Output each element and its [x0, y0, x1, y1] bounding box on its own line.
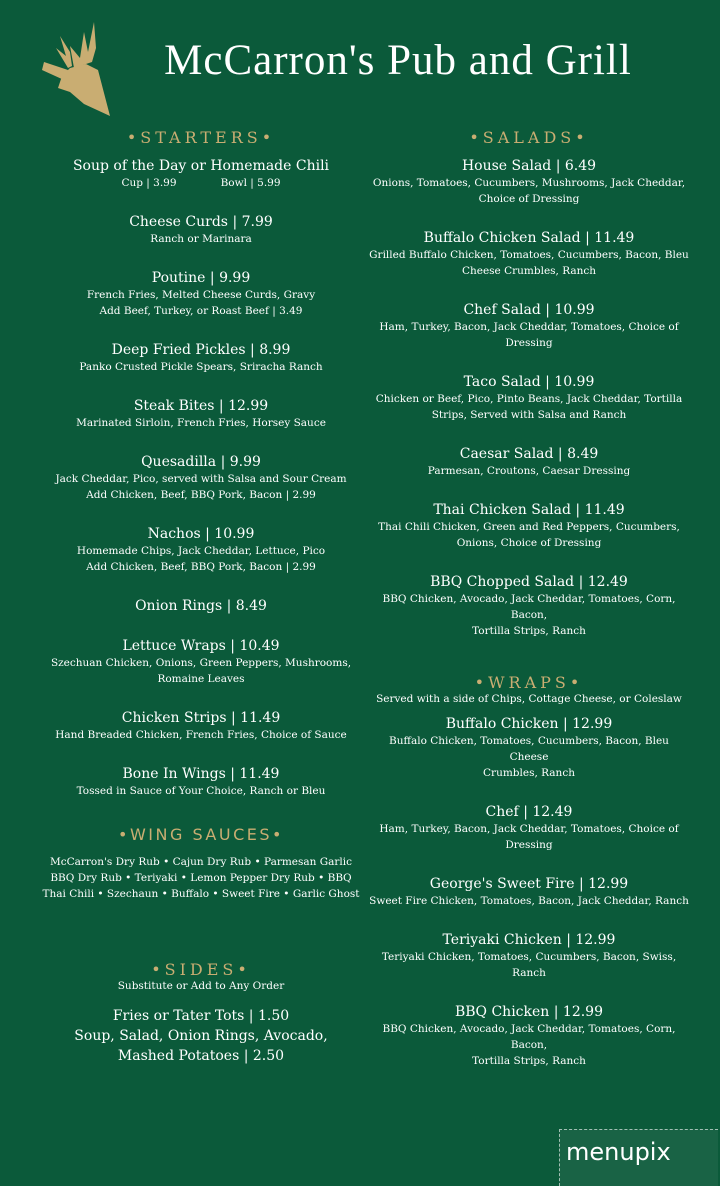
item-name: Chef Salad | 10.99 — [463, 302, 595, 318]
soup-cup-price: Cup | 3.99 — [121, 177, 177, 189]
item-description: Sweet Fire Chicken, Tomatoes, Bacon, Jack Cheddar, Ranch — [369, 895, 689, 907]
item-name: Buffalo Chicken Salad | 11.49 — [423, 230, 635, 246]
item-name: Deep Fried Pickles | 8.99 — [111, 342, 291, 358]
wing-sauces-list — [40, 854, 362, 902]
menu-item — [40, 341, 362, 375]
menu-item — [368, 875, 690, 909]
menu-item — [368, 573, 690, 639]
item-description: Tossed in Sauce of Your Choice, Ranch or Bleu — [76, 785, 326, 797]
restaurant-title: McCarron's Pub and Grill — [164, 37, 632, 84]
item-description: Tortilla Strips, Ranch — [472, 625, 586, 637]
menu-item — [368, 803, 690, 853]
sides-line: Mashed Potatoes | 2.50 — [117, 1048, 285, 1064]
menu-item — [40, 269, 362, 319]
item-description: Ham, Turkey, Bacon, Jack Cheddar, Tomatoes, Choice of — [379, 321, 679, 333]
menu-item — [40, 453, 362, 503]
menu-item — [368, 157, 690, 207]
item-description: Parmesan, Croutons, Caesar Dressing — [427, 465, 631, 477]
item-name: Taco Salad | 10.99 — [463, 374, 595, 390]
menu-item-soup — [40, 157, 362, 191]
soup-bowl-price: Bowl | 5.99 — [220, 177, 281, 189]
wing-sauces-heading: •WING SAUCES• — [118, 825, 284, 844]
menu-item — [40, 213, 362, 247]
item-description: Strips, Served with Salsa and Ranch — [431, 409, 627, 421]
item-description: Onions, Tomatoes, Cucumbers, Mushrooms, Jack Cheddar, — [372, 177, 686, 189]
item-name: Onion Rings | 8.49 — [135, 598, 267, 614]
menu-item — [40, 597, 362, 615]
item-description: Thai Chili Chicken, Green and Red Peppers, Cucumbers, — [378, 521, 680, 533]
menu-item — [40, 637, 362, 687]
wing-sauces-line: McCarron's Dry Rub • Cajun Dry Rub • Parmesan Garlic — [49, 856, 353, 868]
item-description: Chicken or Beef, Pico, Pinto Beans, Jack Cheddar, Tortilla — [375, 393, 683, 405]
item-description: Panko Crusted Pickle Spears, Sriracha Ranch — [79, 361, 323, 373]
sides-heading: •SIDES• — [151, 960, 251, 979]
item-description: Ranch or Marinara — [150, 233, 252, 245]
item-name: Soup of the Day or Homemade Chili — [72, 158, 330, 174]
item-description: Choice of Dressing — [478, 193, 580, 205]
menu-item — [368, 301, 690, 351]
item-name: House Salad | 6.49 — [461, 158, 597, 174]
item-description: BBQ Chicken, Avocado, Jack Cheddar, Tomatoes, Corn, Bacon, — [382, 1023, 676, 1051]
wraps-subtitle: Served with a side of Chips, Cottage Cheese, or Coleslaw — [376, 693, 682, 705]
item-description: Jack Cheddar, Pico, served with Salsa and Sour Cream — [55, 473, 347, 485]
menu-item — [368, 1003, 690, 1069]
item-description: Hand Breaded Chicken, French Fries, Choice of Sauce — [55, 729, 347, 741]
item-description: BBQ Chicken, Avocado, Jack Cheddar, Tomatoes, Corn, Bacon, — [382, 593, 676, 621]
item-description: Cheese Crumbles, Ranch — [461, 265, 597, 277]
starters-heading: •STARTERS• — [126, 128, 276, 147]
wraps-heading: •WRAPS• — [474, 673, 584, 692]
menu-item — [40, 397, 362, 431]
right-column — [368, 128, 690, 1069]
sides-list — [40, 1006, 362, 1066]
sides-subtitle: Substitute or Add to Any Order — [117, 980, 285, 992]
item-name: Nachos | 10.99 — [147, 526, 255, 542]
item-description: Add Beef, Turkey, or Roast Beef | 3.49 — [99, 305, 303, 317]
item-description: Ham, Turkey, Bacon, Jack Cheddar, Tomatoes, Choice of — [379, 823, 679, 835]
item-description: Dressing — [505, 337, 553, 349]
item-description: French Fries, Melted Cheese Curds, Gravy — [86, 289, 316, 301]
salads-heading: •SALADS• — [469, 128, 589, 147]
item-description: Romaine Leaves — [157, 673, 245, 685]
sides-line: Fries or Tater Tots | 1.50 — [112, 1008, 290, 1024]
item-description: Grilled Buffalo Chicken, Tomatoes, Cucumbers, Bacon, Bleu — [369, 249, 689, 261]
menupix-watermark — [559, 1129, 718, 1186]
item-name: Chef | 12.49 — [485, 804, 573, 820]
item-name: BBQ Chicken | 12.99 — [454, 1004, 604, 1020]
item-name: Bone In Wings | 11.49 — [122, 766, 280, 782]
item-name: Quesadilla | 9.99 — [141, 454, 261, 470]
wing-sauces-line: BBQ Dry Rub • Teriyaki • Lemon Pepper Dry Rub • BBQ — [50, 872, 352, 884]
item-description: Crumbles, Ranch — [483, 767, 575, 779]
item-description: Add Chicken, Beef, BBQ Pork, Bacon | 2.99 — [86, 561, 316, 573]
menu-item — [40, 709, 362, 743]
item-description: Buffalo Chicken, Tomatoes, Cucumbers, Bacon, Bleu Cheese — [389, 735, 669, 763]
item-description: Marinated Sirloin, French Fries, Horsey Sauce — [76, 417, 326, 429]
item-name: Thai Chicken Salad | 11.49 — [433, 502, 625, 518]
item-description: Dressing — [505, 839, 553, 851]
menu-item — [368, 501, 690, 551]
item-name: Poutine | 9.99 — [151, 270, 251, 286]
menu-item — [368, 373, 690, 423]
item-description: Add Chicken, Beef, BBQ Pork, Bacon | 2.99 — [86, 489, 316, 501]
watermark-text: menupix — [566, 1138, 671, 1166]
item-name: Teriyaki Chicken | 12.99 — [442, 932, 616, 948]
menu-item — [368, 229, 690, 279]
left-column — [40, 128, 362, 1066]
item-description: Teriyaki Chicken, Tomatoes, Cucumbers, Bacon, Swiss, Ranch — [381, 951, 677, 979]
item-description: Onions, Choice of Dressing — [456, 537, 602, 549]
item-name: Caesar Salad | 8.49 — [459, 446, 599, 462]
item-description: Tortilla Strips, Ranch — [472, 1055, 586, 1067]
sides-line: Soup, Salad, Onion Rings, Avocado, — [74, 1028, 328, 1044]
wing-sauces-line: Thai Chili • Szechaun • Buffalo • Sweet Fire • Garlic Ghost — [42, 888, 360, 900]
item-name: BBQ Chopped Salad | 12.49 — [430, 574, 628, 590]
item-name: Lettuce Wraps | 10.49 — [122, 638, 280, 654]
item-name: Chicken Strips | 11.49 — [121, 710, 281, 726]
menu-item — [40, 525, 362, 575]
item-description: Homemade Chips, Jack Cheddar, Lettuce, Pico — [76, 545, 326, 557]
menu-item — [368, 445, 690, 479]
menu-item — [368, 715, 690, 781]
item-name: George's Sweet Fire | 12.99 — [429, 876, 629, 892]
menu-item — [40, 765, 362, 799]
menu-item — [368, 931, 690, 981]
item-description: Szechuan Chicken, Onions, Green Peppers, Mushrooms, — [50, 657, 352, 669]
item-name: Buffalo Chicken | 12.99 — [445, 716, 613, 732]
item-name: Cheese Curds | 7.99 — [129, 214, 273, 230]
item-name: Steak Bites | 12.99 — [133, 398, 269, 414]
